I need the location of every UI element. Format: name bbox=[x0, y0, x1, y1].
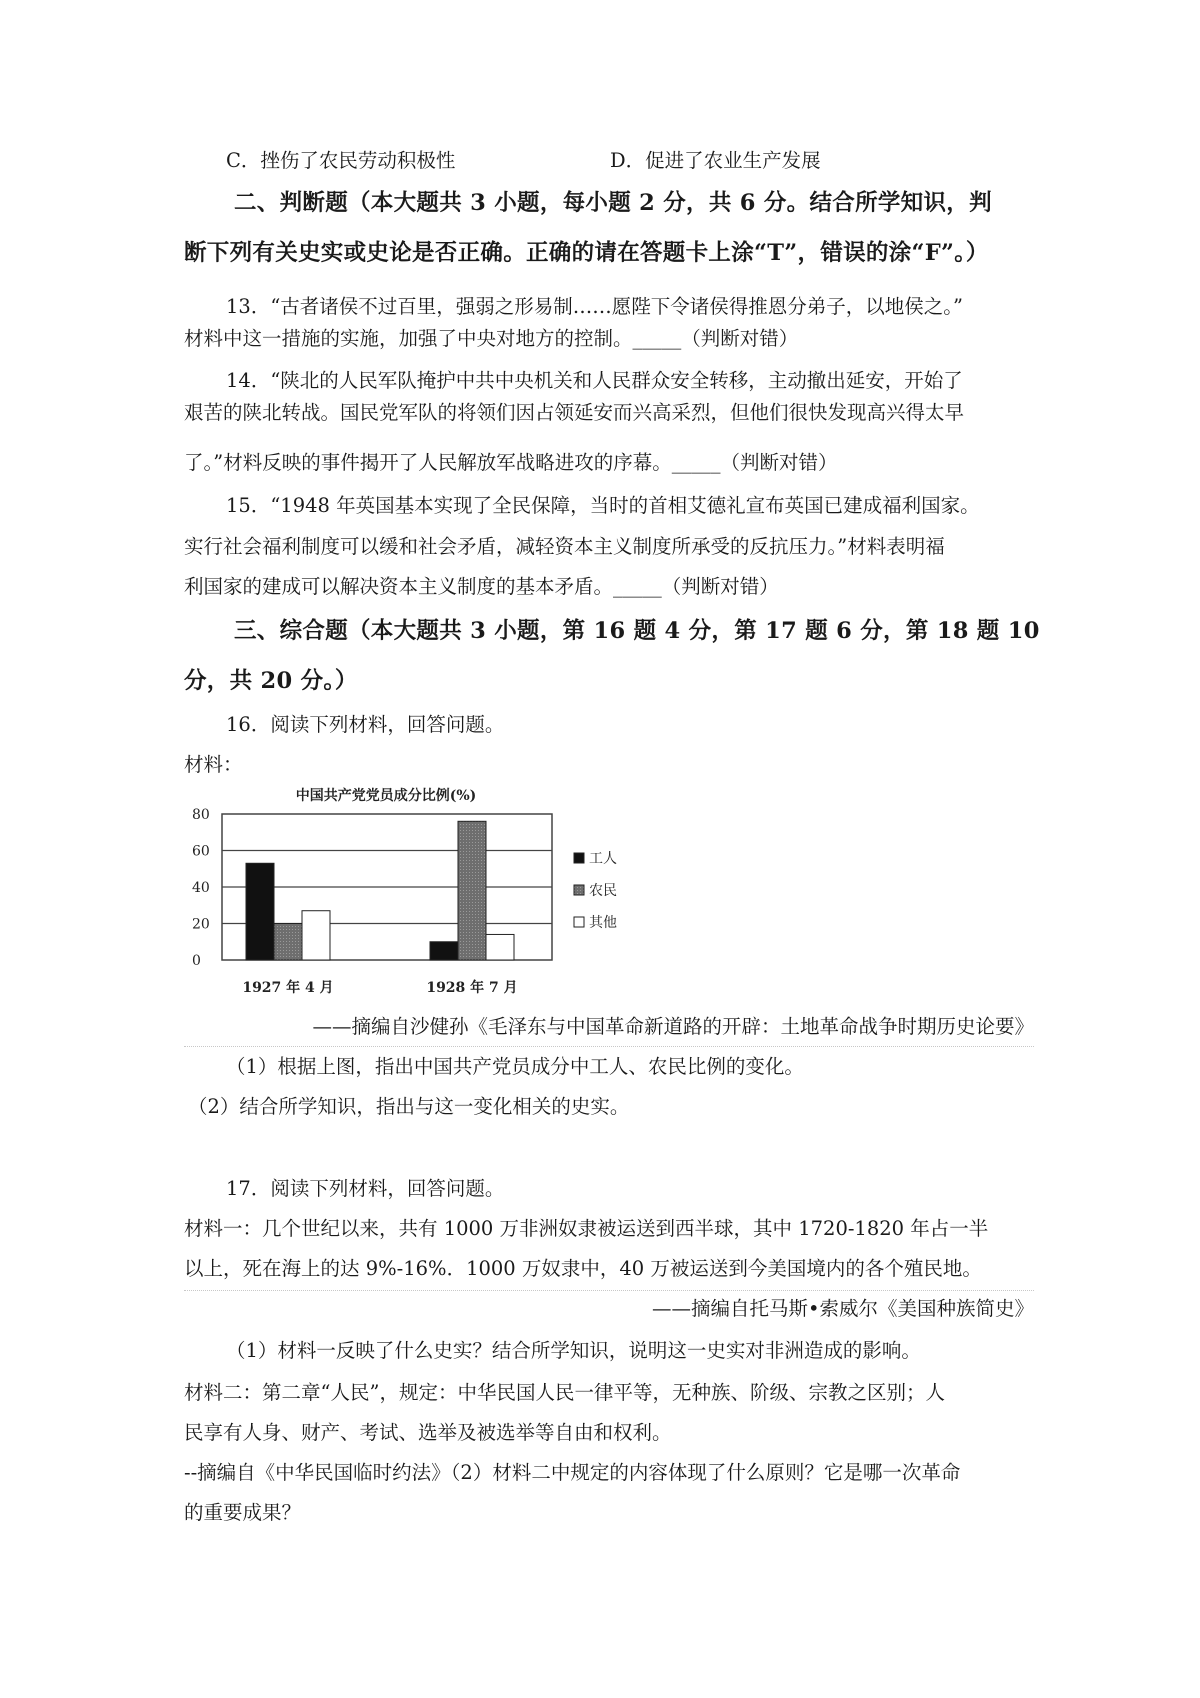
q15-line3: 利国家的建成可以解决资本主义制度的基本矛盾。_____（判断对错） bbox=[184, 575, 779, 598]
option-c: C．挫伤了农民劳动积极性 bbox=[226, 149, 456, 172]
q15-line1: 15．“1948 年英国基本实现了全民保障，当时的首相艾德礼宣布英国已建成福利国家。 bbox=[226, 494, 980, 517]
q16-source-divider bbox=[184, 1046, 1034, 1047]
q17-intro: 17．阅读下列材料，回答问题。 bbox=[226, 1177, 505, 1200]
legend-label: 工人 bbox=[589, 851, 617, 867]
q14-line1: 14．“陕北的人民军队掩护中共中央机关和人民群众安全转移，主动撤出延安，开始了 bbox=[226, 369, 963, 392]
party-member-bar-chart bbox=[184, 782, 684, 1002]
q13-line1: 13．“古者诸侯不过百里，强弱之形易制……愿陛下令诸侯得推恩分弟子，以地侯之。” bbox=[226, 295, 964, 318]
q16-material-label: 材料： bbox=[184, 753, 243, 776]
chart-legend bbox=[574, 851, 617, 931]
section3-heading-line2: 分，共 20 分。） bbox=[184, 668, 358, 694]
q17-m1-divider bbox=[184, 1290, 1034, 1291]
chart-x-ticks bbox=[242, 979, 517, 996]
x-tick-label: 1927 年 4 月 bbox=[242, 980, 334, 996]
chart-title: 中国共产党党员成分比例(%) bbox=[295, 788, 477, 804]
q14-line2: 艰苦的陕北转战。国民党军队的将领们因占领延安而兴高采烈，但他们很快发现高兴得太早 bbox=[184, 401, 965, 424]
legend-swatch bbox=[574, 885, 584, 895]
section2-heading-line2: 断下列有关史实或史论是否正确。正确的请在答题卡上涂“T”，错误的涂“F”。） bbox=[184, 240, 989, 266]
y-tick-label: 40 bbox=[192, 880, 210, 896]
bar-1-1 bbox=[246, 863, 274, 960]
q16-sub1: （1）根据上图，指出中国共产党员成分中工人、农民比例的变化。 bbox=[226, 1055, 804, 1078]
section2-heading-line1: 二、判断题（本大题共 3 小题，每小题 2 分，共 6 分。结合所学知识，判 bbox=[234, 190, 992, 216]
q16-source: ——摘编自沙健孙《毛泽东与中国革命新道路的开辟：土地革命战争时期历史论要》 bbox=[312, 1015, 1034, 1038]
q14-line3: 了。”材料反映的事件揭开了人民解放军战略进攻的序幕。_____（判断对错） bbox=[184, 451, 838, 474]
y-tick-label: 60 bbox=[192, 843, 210, 860]
bar-2-1 bbox=[430, 942, 458, 960]
section3-heading-line1: 三、综合题（本大题共 3 小题，第 16 题 4 分，第 17 题 6 分，第 18 题 10 bbox=[234, 618, 1040, 644]
legend-swatch bbox=[574, 853, 584, 863]
q16-sub2: （2）结合所学知识，指出与这一变化相关的史实。 bbox=[188, 1095, 630, 1118]
q17-m1-line1: 材料一：几个世纪以来，共有 1000 万非洲奴隶被运送到西半球，其中 1720-1820 年占一半 bbox=[184, 1217, 989, 1240]
y-tick-label: 0 bbox=[192, 953, 201, 969]
q17-m1-source: ——摘编自托马斯•索威尔《美国种族简史》 bbox=[651, 1297, 1034, 1320]
chart-y-ticks bbox=[192, 807, 210, 969]
legend-label: 农民 bbox=[589, 883, 617, 899]
x-tick-label: 1928 年 7 月 bbox=[426, 980, 518, 996]
q17-m1-line2: 以上，死在海上的达 9%-16%．1000 万奴隶中，40 万被运送到今美国境内的各个殖民地。 bbox=[184, 1257, 982, 1280]
q17-sub1: （1）材料一反映了什么史实？结合所学知识，说明这一史实对非洲造成的影响。 bbox=[226, 1339, 921, 1362]
legend-label: 其他 bbox=[589, 915, 617, 931]
q17-m2-line4: 的重要成果？ bbox=[184, 1501, 302, 1524]
q17-m2-line1: 材料二：第二章“人民”，规定：中华民国人民一律平等，无种族、阶级、宗教之区别；人 bbox=[184, 1381, 945, 1404]
q15-line2: 实行社会福利制度可以缓和社会矛盾，减轻资本主义制度所承受的反抗压力。”材料表明福 bbox=[184, 535, 945, 558]
bar-2-2 bbox=[458, 821, 486, 960]
legend-swatch bbox=[574, 917, 584, 927]
q17-m2-line3: --摘编自《中华民国临时约法》（2）材料二中规定的内容体现了什么原则？它是哪一次革命 bbox=[184, 1461, 961, 1484]
y-tick-label: 20 bbox=[192, 916, 210, 933]
bar-1-2 bbox=[274, 924, 302, 961]
q13-line2: 材料中这一措施的实施，加强了中央对地方的控制。_____（判断对错） bbox=[184, 327, 799, 350]
q17-m2-line2: 民享有人身、财产、考试、选举及被选举等自由和权利。 bbox=[184, 1421, 672, 1444]
y-tick-label: 80 bbox=[192, 807, 210, 823]
option-d: D．促进了农业生产发展 bbox=[610, 149, 821, 172]
chart-bars bbox=[246, 821, 514, 960]
q16-intro: 16．阅读下列材料，回答问题。 bbox=[226, 713, 505, 736]
bar-1-3 bbox=[302, 911, 330, 960]
bar-2-3 bbox=[486, 934, 514, 960]
option-c-d-row bbox=[226, 146, 1034, 176]
